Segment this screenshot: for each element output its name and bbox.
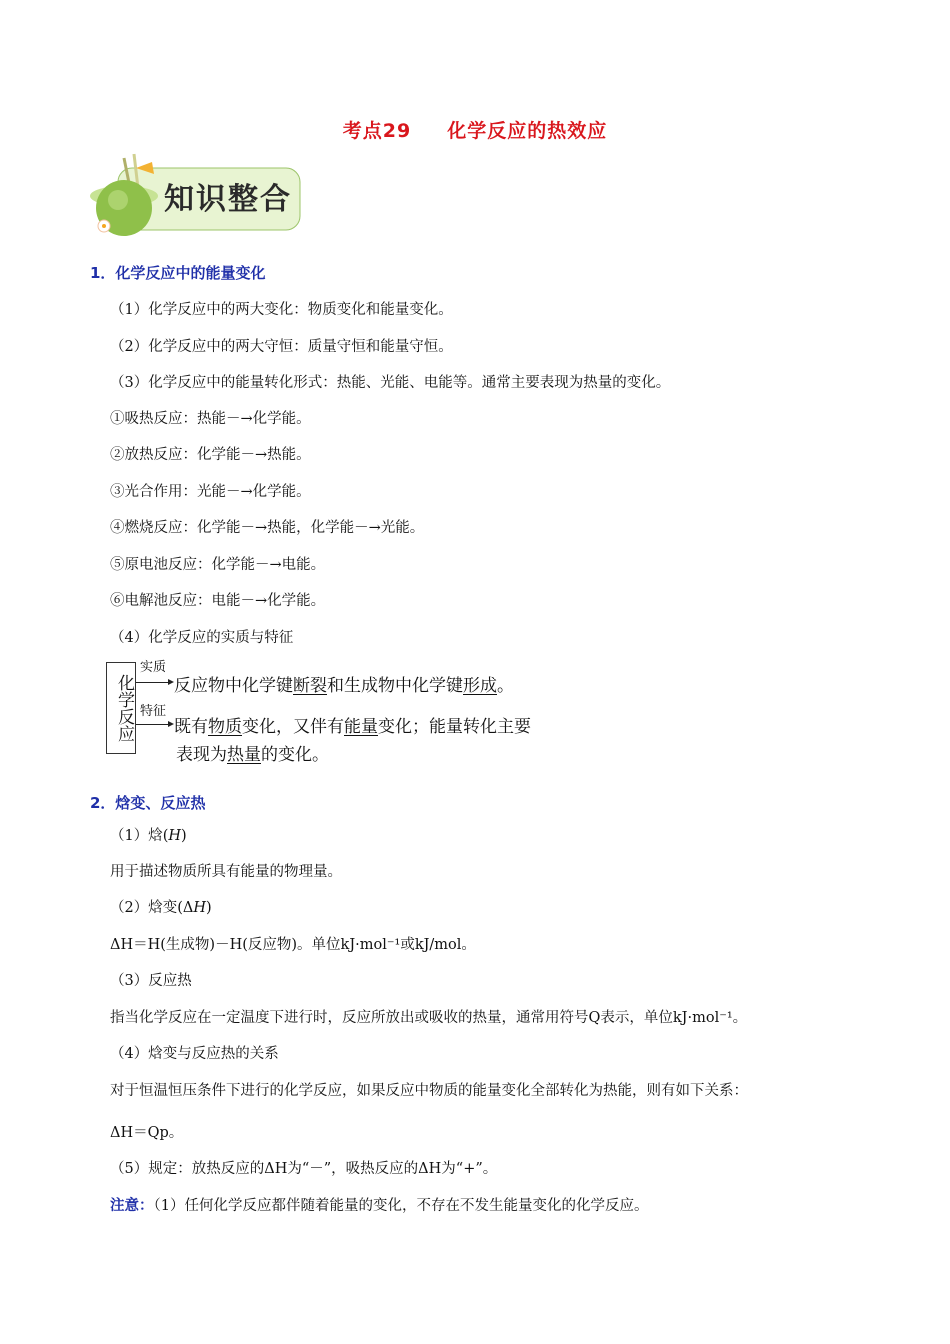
list-item: ②放热反应：化学能－→热能。 <box>110 447 311 463</box>
page-title: 考点29 化学反应的热效应 <box>342 120 608 142</box>
section1-line2: （2）化学反应中的两大守恒：质量守恒和能量守恒。 <box>110 339 453 355</box>
section1-heading: 1．化学反应中的能量变化 <box>90 264 266 282</box>
reaction-diagram <box>106 660 576 770</box>
relation-equation: ΔH＝Qp。 <box>110 1125 184 1141</box>
essence-label: 实质 <box>140 660 167 675</box>
list-item: ⑥电解池反应：电能－→化学能。 <box>110 593 326 609</box>
enthalpy-formula: ΔH＝H(生成物)－H(反应物)。单位kJ·mol⁻¹或kJ/mol。 <box>110 937 476 953</box>
section1-line3: （3）化学反应中的能量转化形式：热能、光能、电能等。通常主要表现为热量的变化。 <box>110 375 671 391</box>
section2-heading: 2．焓变、反应热 <box>90 794 206 812</box>
note-line: 注意：（1）任何化学反应都伴随着能量的变化，不存在不发生能量变化的化学反应。 <box>110 1198 649 1214</box>
reaction-heat-heading: （3）反应热 <box>110 973 192 989</box>
knowledge-badge <box>90 148 305 238</box>
feature-arrow <box>136 724 172 725</box>
list-item: ⑤原电池反应：化学能－→电能。 <box>110 557 326 573</box>
badge-label: 知识整合 <box>164 182 292 217</box>
essence-arrow <box>136 682 172 683</box>
enthalpy-desc: 用于描述物质所具有能量的物理量。 <box>110 864 342 880</box>
sign-convention: （5）规定：放热反应的ΔH为“－”，吸热反应的ΔH为“+”。 <box>110 1161 498 1177</box>
list-item: ④燃烧反应：化学能－→热能，化学能－→光能。 <box>110 520 425 536</box>
list-item: ③光合作用：光能－→化学能。 <box>110 484 311 500</box>
feature-label: 特征 <box>140 704 167 719</box>
feature-text-line1: 既有物质变化，又伴有能量变化；能量转化主要 <box>174 717 531 737</box>
note-label: 注意： <box>110 1198 154 1214</box>
enthalpy-heading: （1）焓(H) <box>110 828 187 844</box>
section1-line4: （4）化学反应的实质与特征 <box>110 630 294 646</box>
relation-desc: 对于恒温恒压条件下进行的化学反应，如果反应中物质的能量变化全部转化为热能，则有如下关系： <box>110 1083 748 1099</box>
diagram-box-label: 化学反应 <box>106 662 136 754</box>
relation-heading: （4）焓变与反应热的关系 <box>110 1046 279 1062</box>
feature-text-line2: 表现为热量的变化。 <box>176 745 329 765</box>
list-item: ①吸热反应：热能－→化学能。 <box>110 411 311 427</box>
section1-line1: （1）化学反应中的两大变化：物质变化和能量变化。 <box>110 302 453 318</box>
enthalpy-change-heading: （2）焓变(ΔH) <box>110 900 212 916</box>
essence-text: 反应物中化学键断裂和生成物中化学键形成。 <box>174 676 514 696</box>
reaction-heat-desc: 指当化学反应在一定温度下进行时，反应所放出或吸收的热量，通常用符号Q表示，单位kJ·mol⁻¹。 <box>110 1010 748 1026</box>
